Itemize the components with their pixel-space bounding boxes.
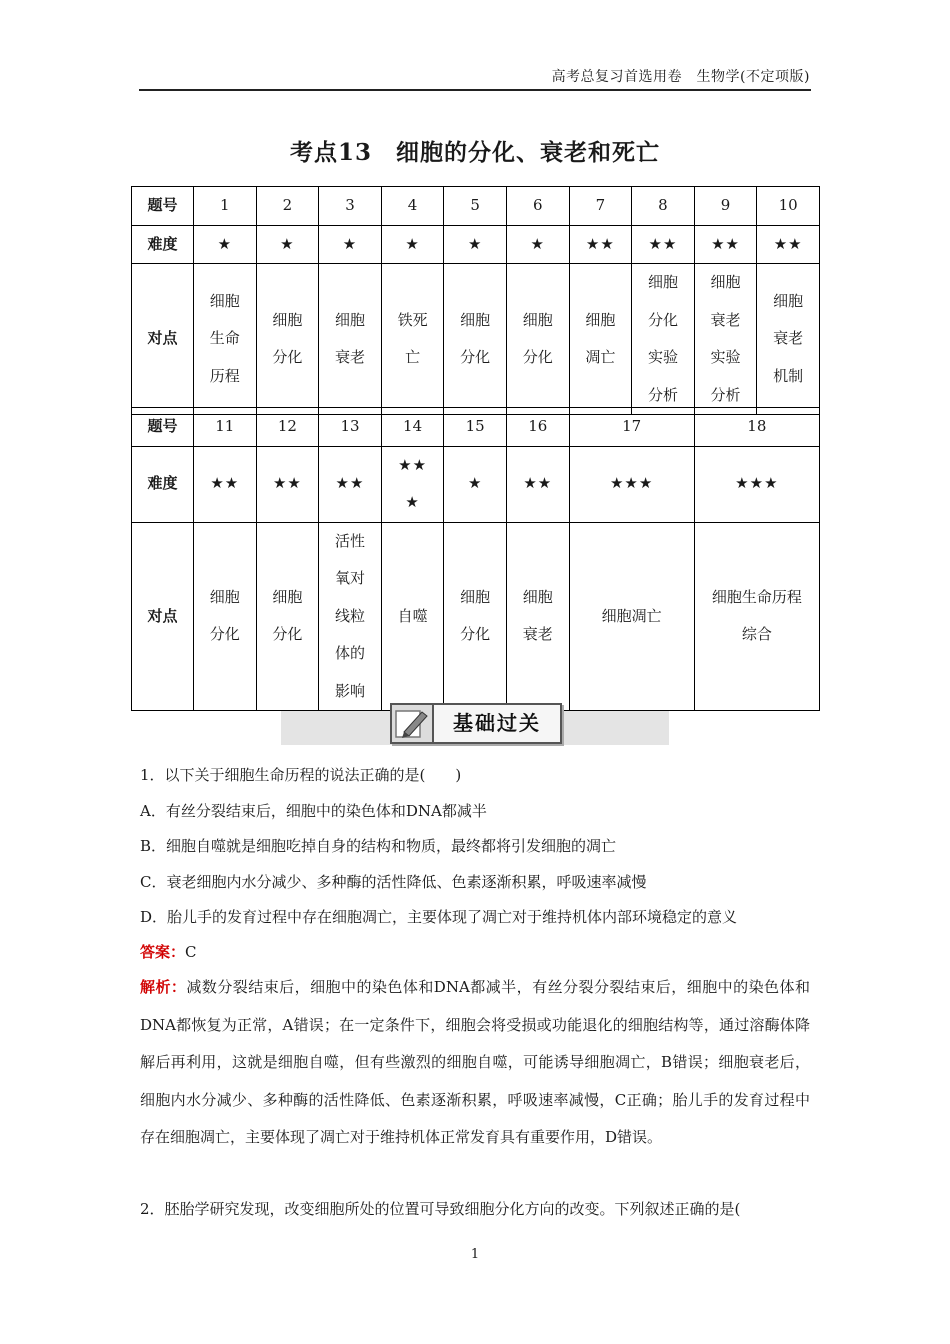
question-number: 14 [381,408,444,447]
question-number: 15 [444,408,507,447]
question-number: 9 [694,187,757,226]
explanation [140,969,810,1157]
question-number: 7 [569,187,632,226]
running-header: 高考总复习首选用卷 生物学(不定项版) [551,69,810,85]
page-title: 考点13 细胞的分化、衰老和死亡 [289,139,660,166]
option-d: D．胎儿手的发育过程中存在细胞凋亡，主要体现了凋亡对于维持机体内部环境稳定的意义 [140,908,738,926]
row-label-difficulty: 难度 [132,225,194,264]
topic-cell: 细胞凋亡 [569,522,694,711]
difficulty-stars: ★★ [506,446,569,522]
explanation-label: 解析： [140,978,187,996]
question-number: 13 [319,408,382,447]
difficulty-stars: ★★ [194,446,257,522]
difficulty-stars: ★ [444,225,507,264]
question-number: 3 [319,187,382,226]
topic-cell: 细胞 分化 [506,264,569,415]
row-label-number: 题号 [132,187,194,226]
topic-cell: 细胞 分化 [444,522,507,711]
topic-cell: 细胞 分化 [256,264,319,415]
topic-cell: 细胞 衰老 机制 [757,264,820,415]
difficulty-stars: ★ [444,446,507,522]
header-rule [139,89,811,91]
section-heading: 基础过关 [453,711,541,735]
table2-row-number [132,408,820,447]
difficulty-stars: ★ [381,225,444,264]
difficulty-stars: ★★ [757,225,820,264]
question-2-stem: 2．胚胎学研究发现，改变细胞所处的位置可导致细胞分化方向的改变。下列叙述正确的是( [140,1200,741,1218]
page-number: 1 [470,1247,480,1262]
table1-row-difficulty [132,225,820,264]
question-number: 18 [694,408,819,447]
topic-cell: 细胞 分化 [444,264,507,415]
row-label-topic: 对点 [132,522,194,711]
topic-cell: 细胞 衰老 [506,522,569,711]
topic-cell: 细胞 生命 历程 [194,264,257,415]
question-number: 4 [381,187,444,226]
difficulty-stars: ★★ ★ [381,446,444,522]
question-number: 5 [444,187,507,226]
topic-cell: 细胞生命历程 综合 [694,522,819,711]
option-a: A．有丝分裂结束后，细胞中的染色体和DNA都减半 [140,802,487,820]
difficulty-table-1 [131,186,820,415]
topic-cell: 细胞 分化 [256,522,319,711]
table1-row-topic [132,264,820,415]
difficulty-stars: ★★ [694,225,757,264]
answer-value: C [185,943,197,961]
row-label-topic: 对点 [132,264,194,415]
option-c: C．衰老细胞内水分减少、多种酶的活性降低、色素逐渐积累，呼吸速率减慢 [140,873,647,891]
topic-cell: 细胞 凋亡 [569,264,632,415]
topic-cell: 活性 氧对 线粒 体的 影响 [319,522,382,711]
question-number: 12 [256,408,319,447]
difficulty-stars: ★★ [632,225,695,264]
answer-line [140,941,197,962]
answer-label: 答案： [140,943,186,961]
option-b: B．细胞自噬就是细胞吃掉自身的结构和物质，最终都将引发细胞的凋亡 [140,837,617,855]
table2-row-topic [132,522,820,711]
question-number: 8 [632,187,695,226]
difficulty-stars: ★★ [319,446,382,522]
section-banner [390,703,562,744]
question-number: 10 [757,187,820,226]
difficulty-stars: ★ [506,225,569,264]
difficulty-stars: ★★ [569,225,632,264]
difficulty-stars: ★ [194,225,257,264]
question-1-stem: 1．以下关于细胞生命历程的说法正确的是( ) [140,766,462,784]
difficulty-stars: ★★ [256,446,319,522]
question-number: 6 [506,187,569,226]
question-number: 2 [256,187,319,226]
topic-cell: 细胞 衰老 实验 分析 [694,264,757,415]
topic-cell: 铁死 亡 [381,264,444,415]
question-number: 16 [506,408,569,447]
topic-cell: 细胞 分化 [194,522,257,711]
topic-cell: 细胞 衰老 [319,264,382,415]
difficulty-stars: ★★★ [694,446,819,522]
pencil-icon [392,705,434,742]
question-number: 17 [569,408,694,447]
difficulty-stars: ★ [319,225,382,264]
table1-row-number [132,187,820,226]
difficulty-table-2 [131,407,820,711]
row-label-difficulty: 难度 [132,446,194,522]
explanation-text: 减数分裂结束后，细胞中的染色体和DNA都减半，有丝分裂分裂结束后，细胞中的染色体和DNA都恢复为正常，A错误；在一定条件下，细胞会将受损或功能退化的细胞结构等，通过溶酶体降解后再利用，这就是细胞自噬，但有些激烈的细胞自噬，可能诱导细胞凋亡，B错误；细胞衰老后，细胞内水分减少、多种酶的活性降低、色素逐渐积累，呼吸速率减慢，C正确；胎儿手的发育过程中存在细胞凋亡，主要体现了凋亡对于维持机体正常发育具有重要作用，D错误。 [140,978,810,1147]
row-label-number: 题号 [132,408,194,447]
topic-cell: 自噬 [381,522,444,711]
question-number: 1 [194,187,257,226]
difficulty-stars: ★ [256,225,319,264]
difficulty-stars: ★★★ [569,446,694,522]
topic-cell: 细胞 分化 实验 分析 [632,264,695,415]
question-number: 11 [194,408,257,447]
table2-row-difficulty [132,446,820,522]
